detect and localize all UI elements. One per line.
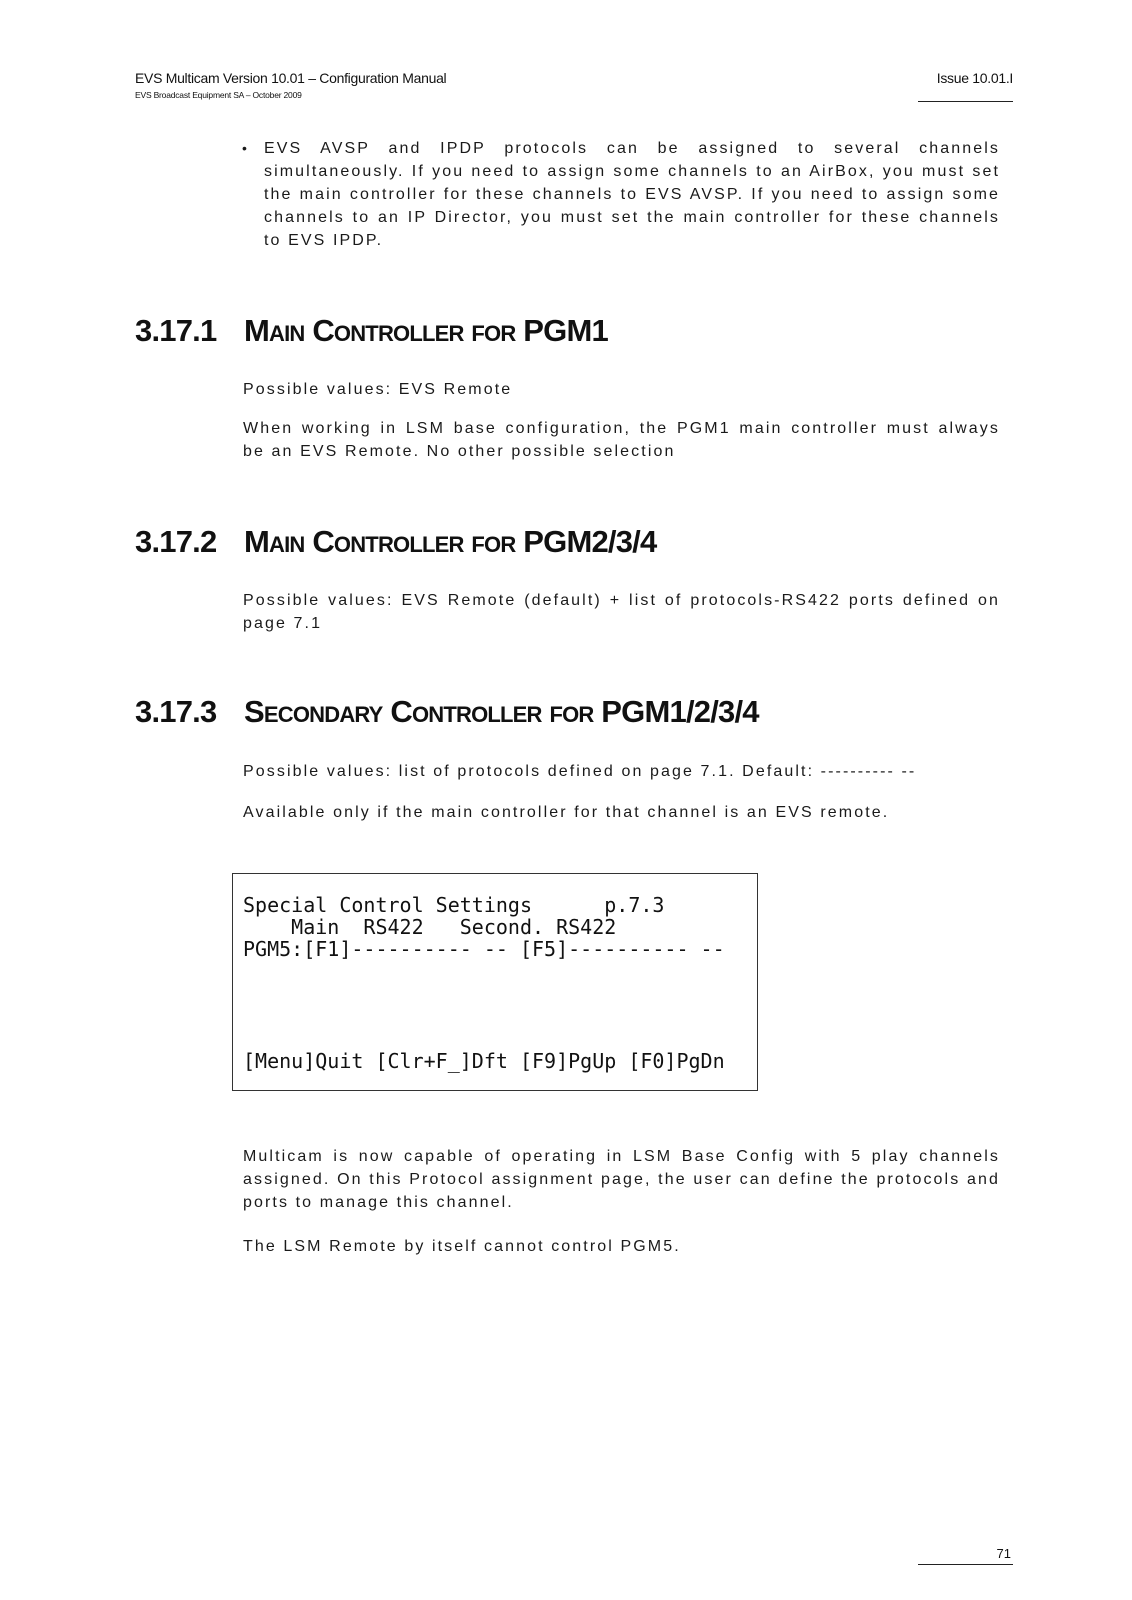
header-rule (918, 101, 1013, 102)
header-issue: Issue 10.01.I (936, 70, 1013, 86)
header-subtitle: EVS Broadcast Equipment SA – October 2009 (135, 90, 302, 100)
section-heading-3-17-3 (135, 694, 759, 730)
settings-screen (232, 873, 758, 1091)
closing-paragraph-1: Multicam is now capable of operating in LSM Base Config with 5 play channels assigned. On this Protocol assignment page, the user can define the protocols and ports to manage this channel. (243, 1148, 1000, 1211)
intro-bullet-text: EVS AVSP and IPDP protocols can be assigned to several channels simultaneously. If you need to assign some channels to an AirBox, you must set the main controller for these channels to EVS AVSP. If you need to assign some channels to an IP Director, you must set the main controller for these channels to EVS IPDP. (264, 140, 1000, 249)
section-1-paragraph-1: Possible values: EVS Remote (243, 381, 513, 398)
screen-line-title: Special Control Settings p.7.3 (243, 893, 665, 917)
section-number: 3.17.3 (135, 694, 217, 729)
screen-line-pgm5: PGM5:[F1]---------- -- [F5]---------- -- (243, 937, 725, 961)
screen-line-columns: Main RS422 Second. RS422 (243, 915, 617, 939)
section-3-paragraph-1: Possible values: list of protocols defined on page 7.1. Default: ---------- -- (243, 763, 917, 780)
closing-paragraph-2: The LSM Remote by itself cannot control PGM5. (243, 1238, 681, 1255)
section-2-paragraph-1: Possible values: EVS Remote (default) + list of protocols-RS422 ports defined on page 7.1 (243, 592, 1000, 632)
section-title: Main Controller for PGM2/3/4 (244, 524, 657, 559)
section-number: 3.17.2 (135, 524, 217, 559)
section-heading-3-17-2 (135, 524, 656, 560)
page-number: 71 (996, 1546, 1011, 1561)
footer-rule (918, 1564, 1013, 1565)
section-1-paragraph-2: When working in LSM base configuration, the PGM1 main controller must always be an EVS Remote. No other possible selection (243, 420, 1000, 460)
bullet-icon: • (242, 140, 250, 156)
screen-line-menu: [Menu]Quit [Clr+F_]Dft [F9]PgUp [F0]PgDn (243, 1049, 725, 1073)
section-title: Secondary Controller for PGM1/2/3/4 (244, 694, 759, 729)
section-number: 3.17.1 (135, 313, 217, 348)
section-3-paragraph-2: Available only if the main controller for that channel is an EVS remote. (243, 804, 890, 821)
header-title: EVS Multicam Version 10.01 – Configuration Manual (135, 70, 447, 86)
section-title: Main Controller for PGM1 (244, 313, 608, 348)
section-heading-3-17-1 (135, 313, 608, 349)
